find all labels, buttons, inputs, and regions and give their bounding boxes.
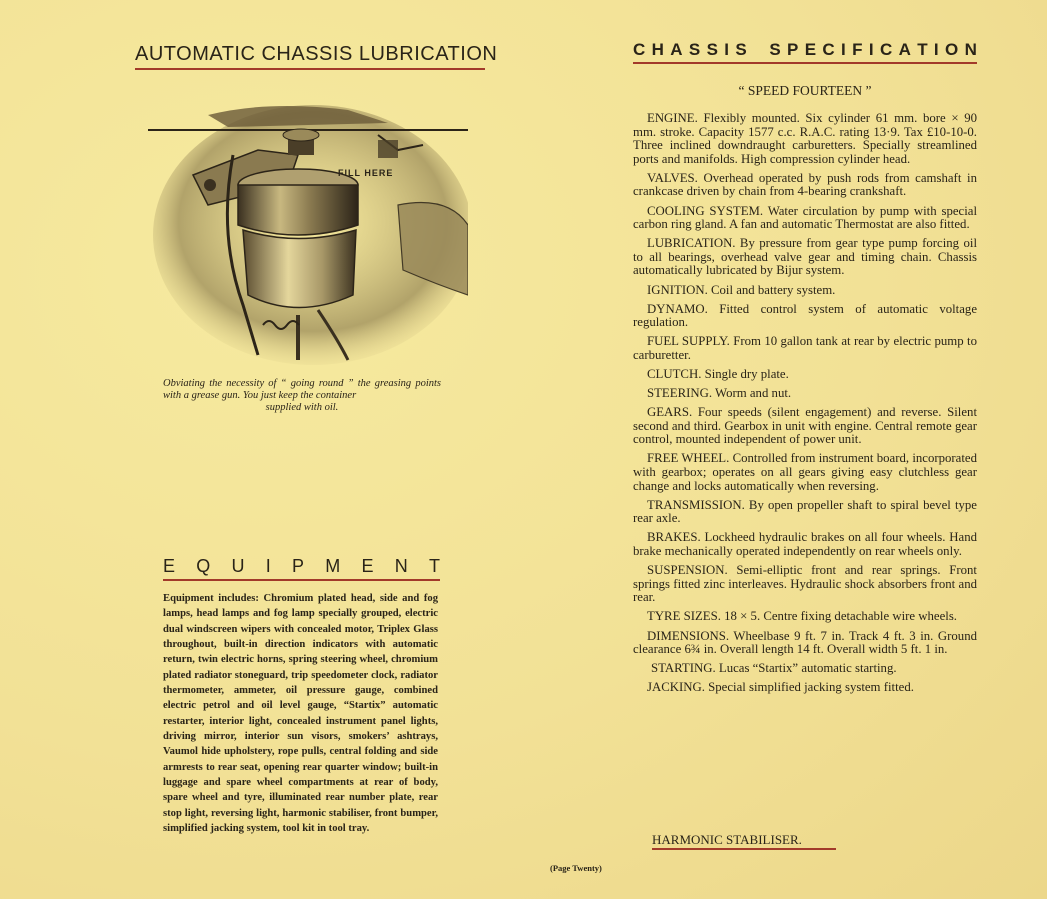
spec-title-letter: C (879, 40, 893, 59)
caption-line2: supplied with oil. (265, 402, 339, 413)
spec-dimensions: DIMENSIONS. Wheelbase 9 ft. 7 in. Track 4 ft. 3 in. Ground clearance 6¾ in. Overall length 14 ft. Overall width 5 ft. 1 in. (633, 628, 977, 657)
spec-title-letter: C (822, 40, 835, 59)
equipment-title-letter: M (325, 556, 341, 576)
equipment-title-letter: N (394, 556, 408, 576)
chassis-spec-title (633, 40, 977, 60)
spec-title-letter: H (651, 40, 664, 59)
spec-brakes: BRAKES. Lockheed hydraulic brakes on all four wheels. Hand brake mechanically operated independently on rear wheels only. (633, 530, 977, 559)
spec-title-letter: A (670, 40, 683, 59)
equipment-title-letter: P (291, 556, 304, 576)
spec-steering: STEERING. Worm and nut. (647, 386, 792, 401)
equipment-title-letter: E (361, 556, 374, 576)
spec-dynamo: DYNAMO. Fitted control system of automatic voltage regulation. (633, 301, 977, 330)
spec-fuel: FUEL SUPPLY. From 10 gallon tank at rear by electric pump to carburetter. (633, 334, 977, 362)
spec-title-letter: F (852, 40, 863, 59)
spec-title-letter: S (735, 40, 747, 59)
spec-title-letter: A (898, 40, 911, 59)
spec-title-letter (753, 40, 763, 60)
spec-list (633, 112, 977, 700)
spec-harmonic-stabiliser: HARMONIC STABILISER. (652, 832, 802, 847)
equipment-title-letter: U (231, 556, 245, 576)
lubrication-illustration (148, 95, 468, 365)
model-subtitle: “ SPEED FOURTEEN ” (738, 83, 872, 98)
spec-title-letter: I (841, 40, 846, 59)
caption-line1: Obviating the necessity of “ going round ” the greasing points with a grease gun. You just keep the container (163, 378, 441, 401)
chassis-spec-title-rule (633, 62, 977, 64)
spec-title-letter: S (769, 40, 781, 59)
spec-jacking: JACKING. Special simplified jacking system fitted. (647, 680, 914, 695)
harmonic-stabiliser-rule (652, 848, 836, 850)
spec-free-wheel: FREE WHEEL. Controlled from instrument board, incorporated with gearbox; operates on all gears giving easy clutchless gear change and locks automatically when reversing. (633, 451, 977, 493)
spec-starting: STARTING. Lucas “Startix” automatic starting. (651, 661, 897, 676)
spec-title-letter: C (633, 40, 646, 59)
spec-title-letter: O (945, 40, 959, 59)
spec-lubrication: LUBRICATION. By pressure from gear type pump forcing oil to all bearings, overhead valve gear and timing chain. Chassis automatically lubricated by Bijur system. (633, 236, 977, 278)
spec-title-letter: I (868, 40, 874, 59)
fill-here-label: FILL HERE (338, 168, 394, 178)
equipment-title-letter: T (428, 556, 440, 576)
illustration-caption (163, 378, 441, 414)
spec-title-letter: N (964, 40, 977, 59)
spec-title-letter: T (917, 40, 928, 59)
spec-title-letter: S (688, 40, 701, 59)
equipment-title-rule (163, 579, 440, 581)
spec-title-letter: P (787, 40, 799, 59)
equipment-text: Equipment includes: Chromium plated head, side and fog lamps, head lamps and fog lamp specially grouped, electric dual windscreen wipers with concealed motor, Triplex Glass throughout, built-in direction indicators with automatic return, twin electric horns, spring steering wheel, chromium plated radiator stoneguard, trip speedometer clock, radiator thermometer, ammeter, oil pressure gauge, combined electric petrol and oil level gauge, “Startix” automatic restarter, interior light, concealed instrument panel lights, driving mirror, interior sun visors, smokers’ ashtrays, Vaumol hide upholstery, rope pulls, central folding and side armrests to rear seat, opening rear quarter window; built-in luggage and spare wheel compartments at rear of body, spare wheel and tyre, illuminated rear number plate, rear stop light, reversing light, harmonic stabiliser, front bumper, simplified jacking system, tool kit in tool tray. (163, 593, 438, 835)
equipment-title-letter: I (265, 556, 271, 576)
page-number: (Page Twenty) (550, 863, 602, 873)
spec-title-letter: I (933, 40, 939, 59)
lubrication-title-rule (135, 68, 485, 70)
lubrication-title: AUTOMATIC CHASSIS LUBRICATION (135, 43, 498, 65)
spec-title-letter: I (724, 40, 729, 59)
spec-title-letter: S (706, 40, 718, 59)
spec-suspension: SUSPENSION. Semi-elliptic front and rear springs. Front springs fitted zinc interleaves. Hydraulic shock absorbers front and rear. (633, 563, 977, 605)
equipment-title-letter: Q (196, 556, 211, 576)
spec-valves: VALVES. Overhead operated by push rods from camshaft in crankcase driven by chain from 4-bearing crankshaft. (633, 170, 977, 199)
spec-cooling: COOLING SYSTEM. Water circulation by pump with special carbon ring gland. A fan and automatic Thermostat are also fitted. (633, 203, 977, 232)
spec-ignition: IGNITION. Coil and battery system. (647, 282, 836, 297)
equipment-title-letter: E (163, 556, 176, 576)
spec-title-letter: E (804, 40, 817, 59)
oil-container-illustration (148, 95, 468, 365)
spec-tyres: TYRE SIZES. 18 × 5. Centre fixing detachable wire wheels. (647, 609, 957, 624)
spec-clutch: CLUTCH. Single dry plate. (647, 367, 789, 381)
spec-transmission: TRANSMISSION. By open propeller shaft to spiral bevel type rear axle. (633, 497, 977, 526)
spec-gears: GEARS. Four speeds (silent engagement) and reverse. Silent second and third. Gearbox in unit with engine. Central remote gear control, mounted independent of power unit. (633, 405, 977, 447)
equipment-title (163, 556, 440, 577)
spec-engine: ENGINE. Flexibly mounted. Six cylinder 61 mm. bore × 90 mm. stroke. Capacity 1577 c.c. R.A.C. rating 13·9. Tax £10-10-0. Three inclined downdraught carburetters. Specially streamlined ports and manifolds. High compression cylinder head. (633, 111, 977, 166)
